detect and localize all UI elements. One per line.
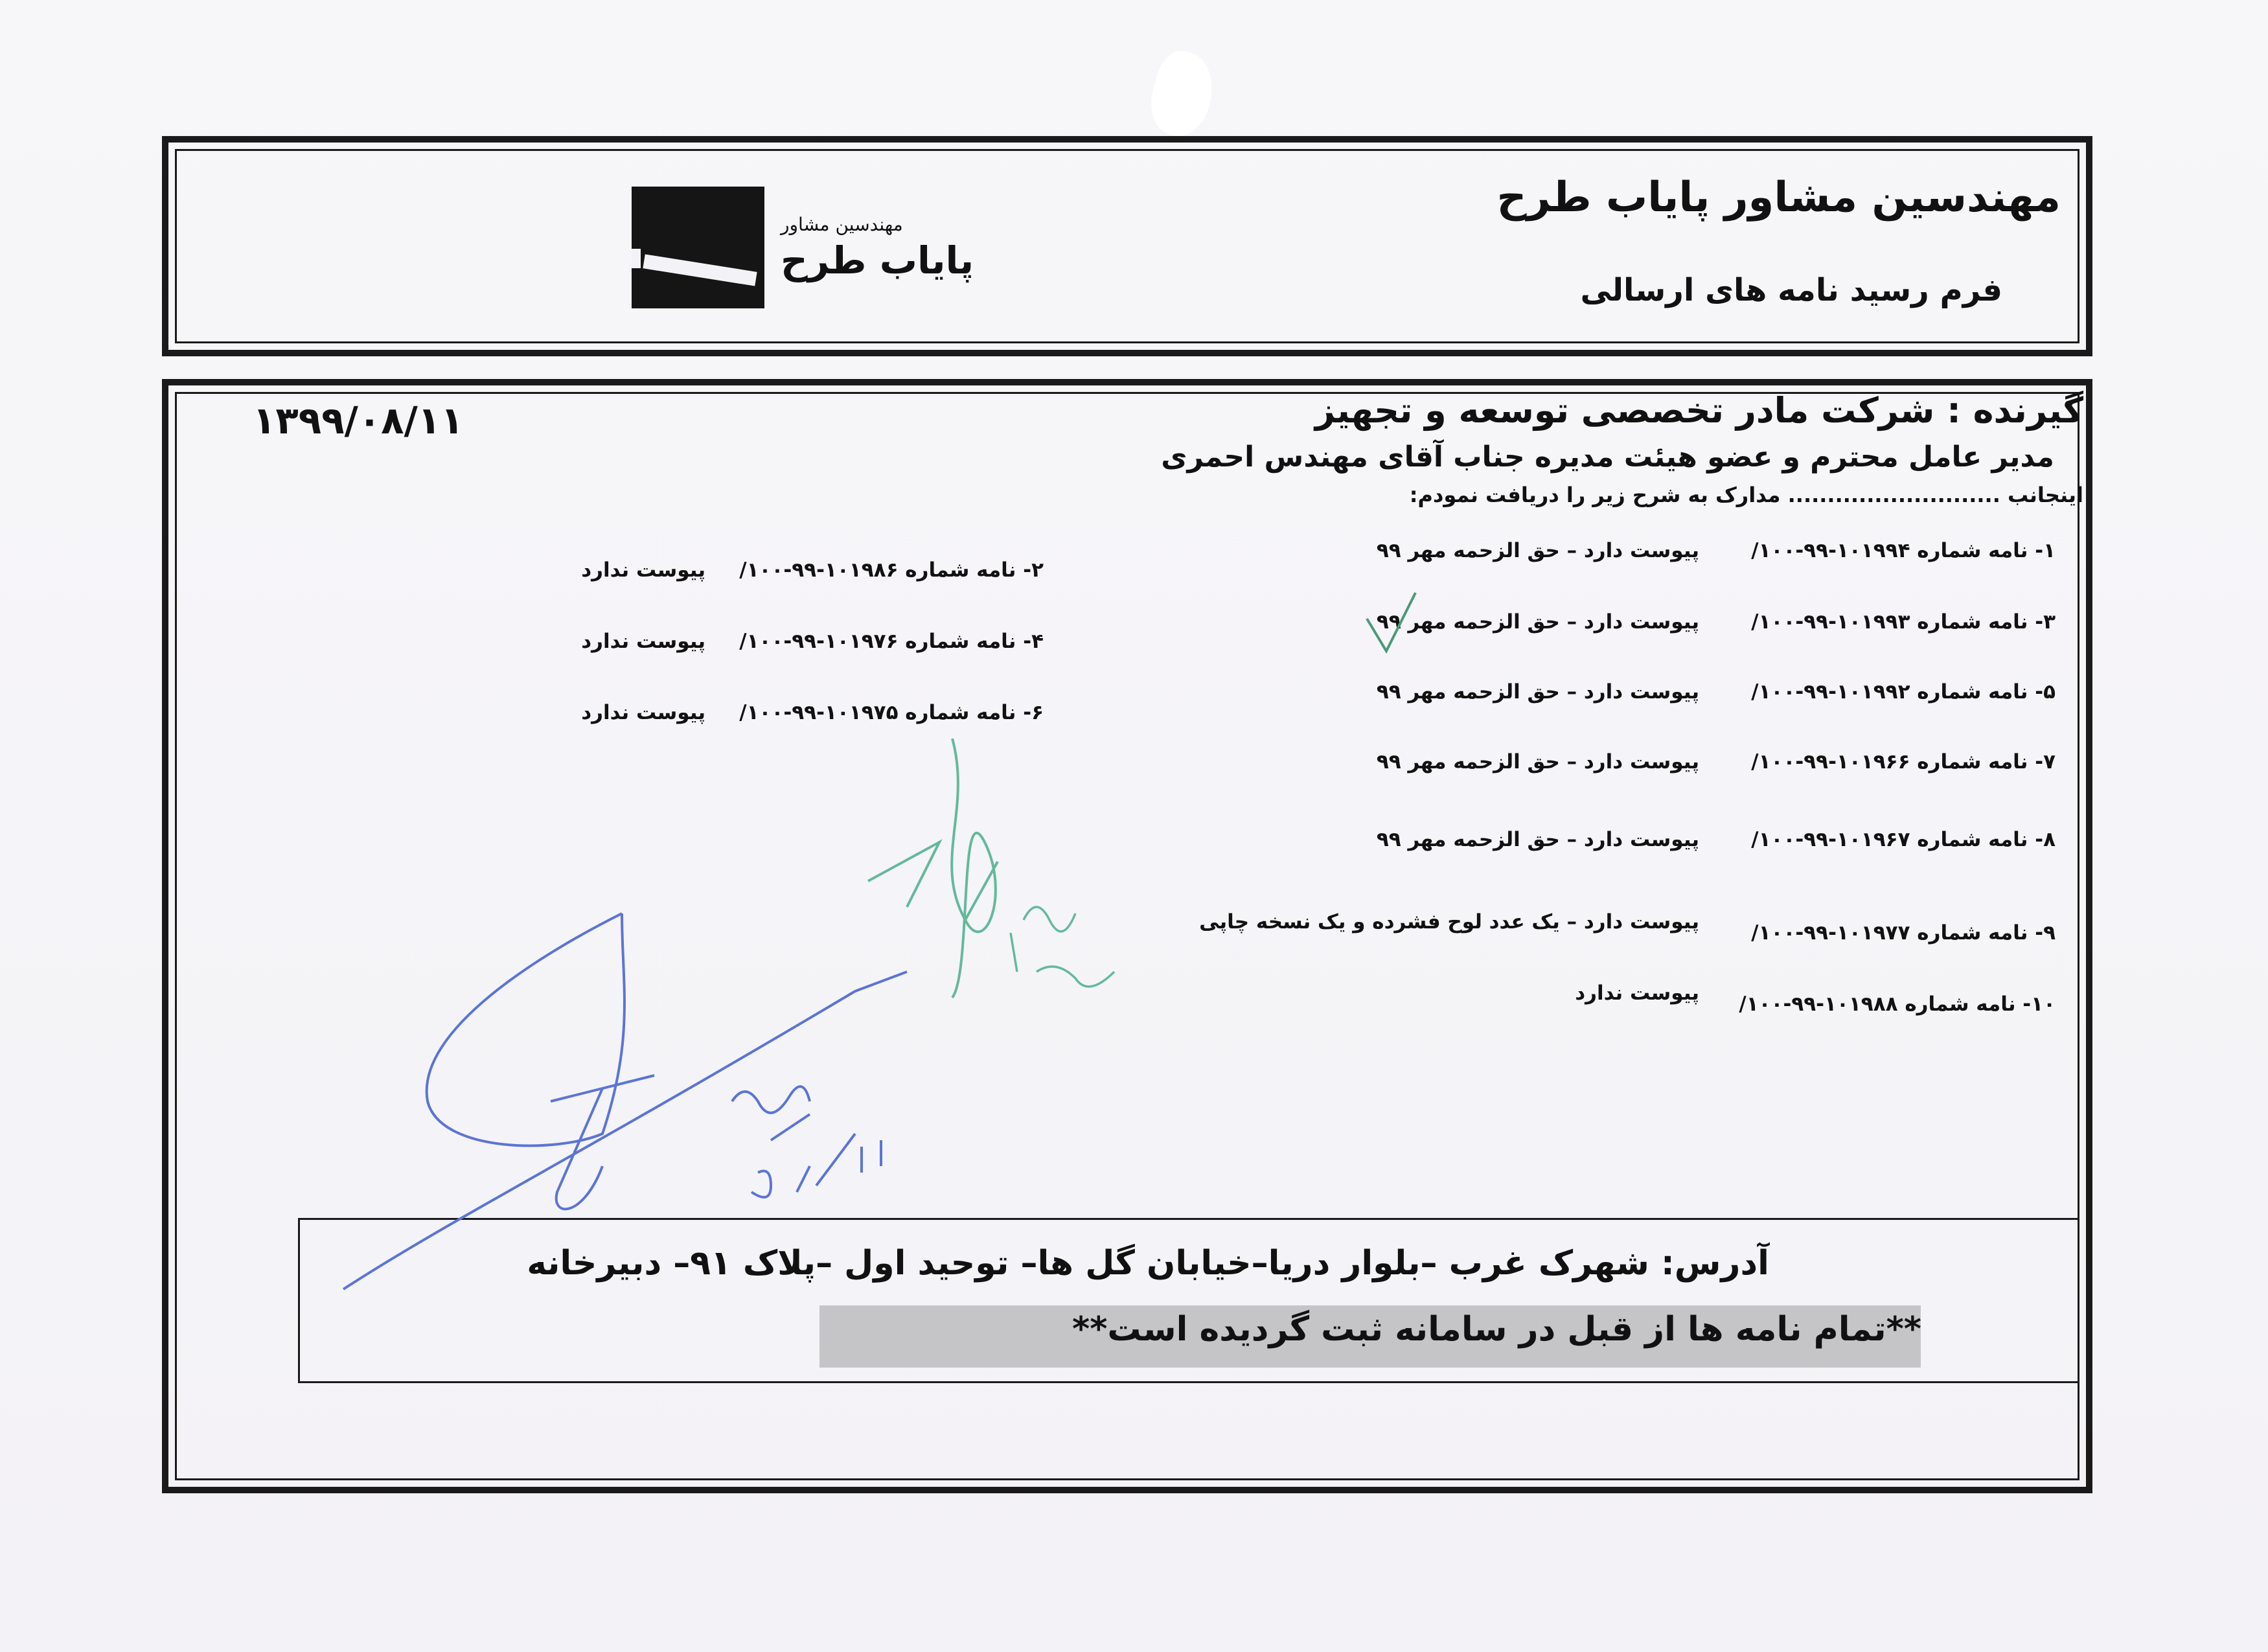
letter-item-9: ۹- نامه شماره ۱۰۱۹۷۷-۹۹-۱۰۰/: [1751, 921, 2056, 945]
letter-item-8: ۸- نامه شماره ۱۰۱۹۶۷-۹۹-۱۰۰/: [1751, 828, 2056, 851]
logo-subtitle: مهندسین مشاور: [781, 214, 903, 235]
letter-item-4: ۴- نامه شماره ۱۰۱۹۷۶-۹۹-۱۰۰/: [739, 630, 1044, 653]
letter-item-3: ۳- نامه شماره ۱۰۱۹۹۳-۹۹-۱۰۰/: [1751, 610, 2056, 634]
company-name: مهندسین مشاور پایاب طرح: [1496, 174, 2061, 222]
letter-item-5-note: پیوست دارد – حق الزحمه مهر ۹۹: [1376, 680, 1699, 704]
letter-item-6-note: پیوست ندارد: [581, 701, 705, 724]
letter-item-8-note: پیوست دارد – حق الزحمه مهر ۹۹: [1376, 828, 1699, 851]
letter-item-10: ۱۰- نامه شماره ۱۰۱۹۸۸-۹۹-۱۰۰/: [1739, 992, 2056, 1016]
letter-item-4-note: پیوست ندارد: [581, 630, 705, 653]
letter-date: ۱۳۹۹/۰۸/۱۱: [253, 398, 464, 442]
recipient: گیرنده : شرکت مادر تخصصی توسعه و تجهیز: [1314, 390, 2083, 431]
form-title: فرم رسید نامه های ارسالی: [1580, 272, 2002, 308]
letter-item-2-note: پیوست ندارد: [581, 558, 705, 582]
acknowledgement-line: اینجانب ........................... مدارک به شرح زیر را دریافت نمودم:: [1409, 483, 2083, 507]
letter-item-3-note: پیوست دارد – حق الزحمه مهر ۹۹: [1376, 610, 1699, 634]
company-logo: [632, 187, 764, 308]
letter-item-6: ۶- نامه شماره ۱۰۱۹۷۵-۹۹-۱۰۰/: [739, 701, 1044, 724]
paper-tear: [1143, 46, 1222, 143]
registration-notice: **تمام نامه ها از قبل در سامانه ثبت گردیده است**: [1072, 1310, 1921, 1349]
letter-item-5: ۵- نامه شماره ۱۰۱۹۹۲-۹۹-۱۰۰/: [1751, 680, 2056, 704]
letter-item-1: ۱- نامه شماره ۱۰۱۹۹۴-۹۹-۱۰۰/: [1751, 539, 2056, 562]
letter-item-7-note: پیوست دارد – حق الزحمه مهر ۹۹: [1376, 750, 1699, 774]
addressee: مدیر عامل محترم و عضو هیئت مدیره جناب آقای مهندس احمری: [1161, 441, 2054, 474]
letter-item-10-note: پیوست ندارد: [1575, 981, 1699, 1005]
letter-item-9-note: پیوست دارد – یک عدد لوح فشرده و یک نسخه چاپی: [1199, 910, 1699, 934]
address-line: آدرس: شهرک غرب –بلوار دریا–خیابان گل ها– توحید اول –پلاک ۹۱– دبیرخانه: [527, 1244, 1769, 1283]
letter-item-2: ۲- نامه شماره ۱۰۱۹۸۶-۹۹-۱۰۰/: [739, 558, 1044, 582]
letter-item-1-note: پیوست دارد – حق الزحمه مهر ۹۹: [1376, 539, 1699, 562]
letter-item-7: ۷- نامه شماره ۱۰۱۹۶۶-۹۹-۱۰۰/: [1751, 750, 2056, 774]
logo-wordmark: پایاب طرح: [781, 238, 974, 282]
header-frame: [162, 136, 2092, 356]
